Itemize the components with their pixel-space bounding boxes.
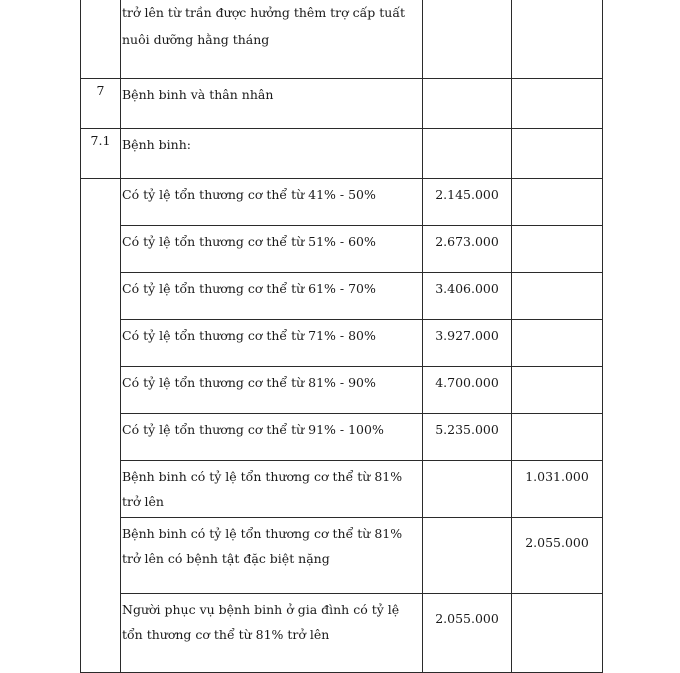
amount-col-b [512, 594, 603, 673]
row-description: Có tỷ lệ tổn thương cơ thể từ 91% - 100% [121, 414, 423, 461]
amount-col-b [512, 79, 603, 129]
amount-col-a [423, 461, 512, 518]
row-number [81, 0, 121, 79]
amount-col-b [512, 226, 603, 273]
row-description: Có tỷ lệ tổn thương cơ thể từ 71% - 80% [121, 320, 423, 367]
row-description: Bệnh binh: [121, 129, 423, 179]
amount-col-b [512, 129, 603, 179]
amount-col-b [512, 0, 603, 79]
amount-col-a: 2.145.000 [423, 179, 512, 226]
amount-col-a [423, 0, 512, 79]
row-number: 7 [81, 79, 121, 129]
amount-col-a: 2.673.000 [423, 226, 512, 273]
table-row [81, 461, 603, 518]
table-row [81, 320, 603, 367]
table-row [81, 79, 603, 129]
row-description: Có tỷ lệ tổn thương cơ thể từ 61% - 70% [121, 273, 423, 320]
table-row [81, 367, 603, 414]
row-description: Người phục vụ bệnh binh ở gia đình có tỷ lệ tổn thương cơ thể từ 81% trở lên [121, 594, 423, 673]
row-description: Có tỷ lệ tổn thương cơ thể từ 81% - 90% [121, 367, 423, 414]
row-description: Bệnh binh có tỷ lệ tổn thương cơ thể từ 81% trở lên [121, 461, 423, 518]
amount-col-b [512, 320, 603, 367]
amount-col-b [512, 367, 603, 414]
table-row [81, 518, 603, 594]
row-description: Có tỷ lệ tổn thương cơ thể từ 51% - 60% [121, 226, 423, 273]
amount-col-b: 1.031.000 [512, 461, 603, 518]
row-description: Có tỷ lệ tổn thương cơ thể từ 41% - 50% [121, 179, 423, 226]
row-description: Bệnh binh và thân nhân [121, 79, 423, 129]
row-description: trở lên từ trần được hưởng thêm trợ cấp tuất nuôi dưỡng hằng tháng [121, 0, 423, 79]
amount-col-a: 3.927.000 [423, 320, 512, 367]
amount-col-b [512, 414, 603, 461]
amount-col-a [423, 79, 512, 129]
amount-col-b [512, 179, 603, 226]
amount-col-a: 3.406.000 [423, 273, 512, 320]
table-row [81, 226, 603, 273]
table-row [81, 414, 603, 461]
table-row [81, 0, 603, 79]
benefit-table [80, 0, 603, 673]
table-row [81, 594, 603, 673]
amount-col-a [423, 518, 512, 594]
amount-col-a: 5.235.000 [423, 414, 512, 461]
table-row [81, 179, 603, 226]
row-number [81, 179, 121, 673]
amount-col-b: 2.055.000 [512, 518, 603, 594]
amount-col-b [512, 273, 603, 320]
amount-col-a [423, 129, 512, 179]
amount-col-a: 4.700.000 [423, 367, 512, 414]
table-row [81, 129, 603, 179]
amount-col-a: 2.055.000 [423, 594, 512, 673]
row-description: Bệnh binh có tỷ lệ tổn thương cơ thể từ 81% trở lên có bệnh tật đặc biệt nặng [121, 518, 423, 594]
table-row [81, 273, 603, 320]
row-number: 7.1 [81, 129, 121, 179]
